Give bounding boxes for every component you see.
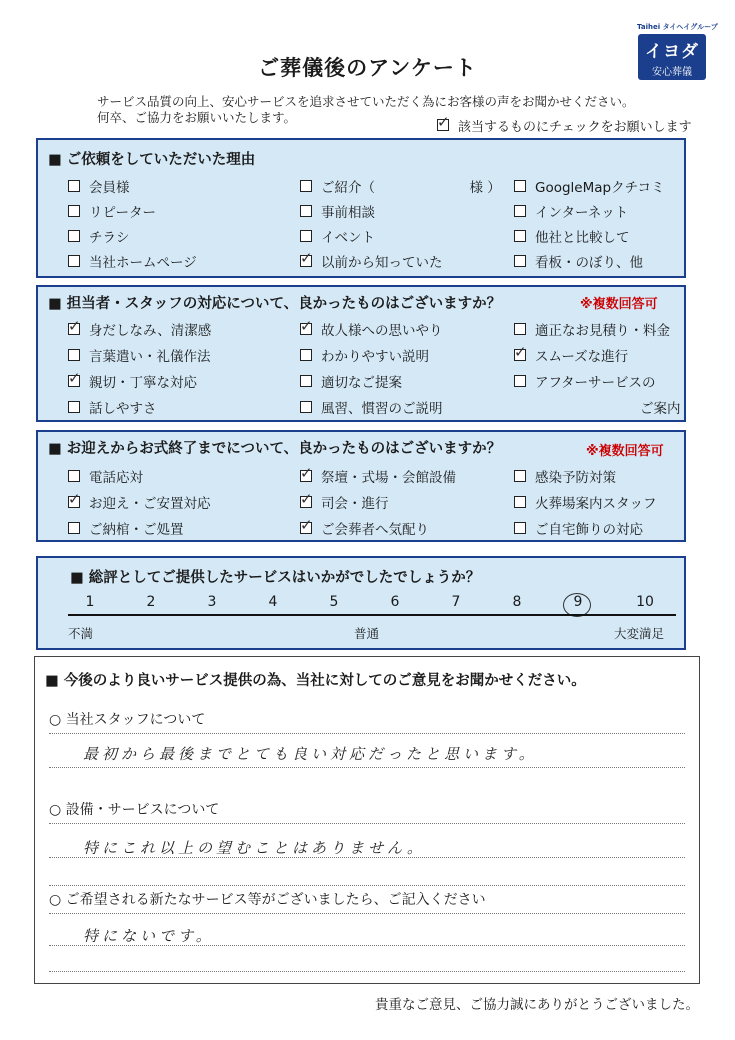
question-new-service: ○ ご希望される新たなサービス等がございましたら、ご記入ください [49,892,486,908]
checkbox-item[interactable] [300,319,443,339]
item-label: 身だしなみ、清潔感 [89,323,212,339]
dotted-line [49,733,685,734]
scale-number[interactable]: 2 [146,594,156,610]
checkbox[interactable] [68,230,80,242]
checkbox-item[interactable] [300,226,375,246]
intro-line-2: 何卒、ご協力をお願いいたします。 [97,110,297,125]
item-label: インターネット [535,205,629,221]
question-staff: ○ 当社スタッフについて [49,712,206,728]
rating-scale-line [68,614,676,616]
checkbox[interactable]: ✓ [300,490,313,508]
checkbox-item[interactable] [300,492,389,512]
checkbox[interactable]: ✓ [300,249,313,267]
checkbox[interactable] [514,323,526,335]
item-label: 言葉遣い・礼儀作法 [89,349,211,365]
checkbox[interactable] [68,470,80,482]
scale-number-selected[interactable]: 9 [573,594,583,610]
item-label: わかりやすい説明 [321,349,429,365]
checkbox-item[interactable] [68,466,143,486]
checkbox-item[interactable] [300,466,456,486]
closing-message: 貴重なご意見、ご協力誠にありがとうございました。 [375,997,699,1013]
dotted-line [49,823,685,824]
item-label: ご紹介（ 様 ） [321,180,501,196]
item-label: ご自宅飾りの対応 [535,522,643,538]
multi-answer-note: ※複数回答可 [580,297,658,312]
checkbox-item[interactable] [300,518,429,538]
checkbox-item[interactable] [514,251,643,271]
checkbox-item[interactable] [68,176,130,196]
checkbox[interactable] [68,349,80,361]
checkbox[interactable] [300,180,312,192]
checkbox-icon: ✓ [437,113,450,131]
checkbox-item[interactable] [300,201,375,221]
logo-group-text: Taihei タイヘイグループ [637,23,718,31]
scale-number[interactable]: 5 [329,594,339,610]
checkbox-item[interactable] [300,251,443,271]
item-label: 火葬場案内スタッフ [535,496,657,512]
item-label: 以前から知っていた [321,255,443,271]
scale-number[interactable]: 10 [636,594,654,610]
checkbox[interactable] [514,496,526,508]
checkbox-item[interactable] [514,319,670,339]
checkbox[interactable] [514,522,526,534]
section-title: ■ 担当者・スタッフの対応について、良かったものはございますか？ [48,296,502,312]
checkbox[interactable] [300,230,312,242]
checkbox-item[interactable] [68,371,197,391]
checkbox-item[interactable] [68,226,130,246]
scale-label-low: 不満 [68,626,94,641]
checkbox[interactable] [68,205,80,217]
checkbox[interactable]: ✓ [68,369,81,387]
section-title: ■ ご依頼をしていただいた理由 [48,152,256,168]
checkbox-item[interactable] [514,518,643,538]
checkbox-item[interactable] [514,345,628,365]
checkbox[interactable] [68,522,80,534]
scale-number[interactable]: 7 [451,594,461,610]
checkbox-item[interactable] [300,345,429,365]
multi-answer-note: ※複数回答可 [586,444,664,459]
item-label: 適切なご提案 [321,375,402,391]
item-label: 親切・丁寧な対応 [89,375,197,391]
item-label: 司会・進行 [321,496,389,512]
item-label: GoogleMapクチコミ [535,180,665,196]
check-note-text: 該当するものにチェックをお願いします [458,120,692,135]
answer-staff[interactable]: 最初から最後までとても良い対応だったと思います。 [83,745,538,763]
check-instruction [437,113,692,135]
section-ceremony [36,430,686,542]
item-label: 事前相談 [321,205,375,221]
dotted-line [49,885,685,886]
scale-label-high: 大変満足 [614,626,665,641]
checkbox[interactable] [514,255,526,267]
section-title: ■ 今後のより良いサービス提供の為、当社に対してのご意見をお聞かせください。 [45,673,586,689]
checkbox[interactable] [514,205,526,217]
item-label: 電話応対 [89,470,143,486]
item-label: ご会葬者へ気配り [321,522,429,538]
answer-new-service[interactable]: 特にないです。 [83,927,215,945]
section-overall-rating [36,556,686,650]
checkbox-item[interactable] [300,397,443,417]
dotted-line [49,913,685,914]
checkbox[interactable] [300,205,312,217]
checkbox-item[interactable] [300,176,501,196]
item-label: 風習、慣習のご説明 [321,401,443,417]
checkbox-item[interactable] [68,397,157,417]
answer-facility[interactable]: 特にこれ以上の望むことはありません。 [83,839,426,857]
checkbox-item[interactable] [68,345,211,365]
checkbox[interactable] [514,180,526,192]
scale-number[interactable]: 4 [268,594,278,610]
item-label: リピーター [89,205,156,221]
logo-sub: 安心葬儀 [652,67,692,78]
dotted-line [49,767,685,768]
checkbox-item[interactable] [514,201,628,221]
item-label: お迎え・ご安置対応 [89,496,211,512]
item-label: ご納棺・ご処置 [89,522,184,538]
checkbox-item[interactable] [514,176,665,196]
checkbox[interactable]: ✓ [300,317,313,335]
item-label: アフターサービスの [535,375,656,391]
checkbox-item[interactable] [514,466,616,486]
checkbox[interactable] [514,470,526,482]
checkbox-item[interactable] [68,492,211,512]
item-label: 会員様 [89,180,130,196]
checkbox[interactable] [300,375,312,387]
section-comments [34,656,700,984]
checkbox-item[interactable] [68,518,184,538]
checkbox-item[interactable] [514,226,630,246]
checkbox-item[interactable] [514,492,657,512]
question-facility: ○ 設備・サービスについて [49,802,220,818]
checkbox[interactable] [300,349,312,361]
scale-number[interactable]: 6 [390,594,400,610]
scale-number[interactable]: 1 [85,594,95,610]
checkbox-item[interactable] [68,319,211,339]
item-label: イベント [321,230,375,246]
dotted-line [49,945,685,946]
checkbox[interactable] [68,180,80,192]
item-label: 祭壇・式場・会館設備 [321,470,456,486]
section-title: ■ 総評としてご提供したサービスはいかがでしたでしょうか？ [70,570,481,586]
intro-line-1: サービス品質の向上、安心サービスを追求させていただく為にお客様の声をお聞かせください。 [97,94,635,109]
dotted-line [49,971,685,972]
section-title: ■ お迎えからお式終了までについて、良かったものはございますか？ [48,441,502,457]
item-label: 看板・のぼり、他 [535,255,643,271]
scale-number[interactable]: 3 [207,594,217,610]
checkbox-item[interactable] [514,371,656,391]
checkbox[interactable] [514,375,526,387]
section-staff-response [36,285,686,422]
checkbox[interactable] [300,401,312,413]
item-label: 話しやすさ [89,401,157,417]
item-label-continued: ご案内 [640,401,681,417]
item-label: チラシ [89,230,130,246]
checkbox[interactable] [514,230,526,242]
page-title: ご葬儀後のアンケート [258,56,477,80]
checkbox[interactable] [68,255,80,267]
checkbox-item[interactable] [68,251,197,271]
company-logo [638,34,706,80]
item-label: 適正なお見積り・料金 [535,323,670,339]
checkbox[interactable]: ✓ [68,490,81,508]
checkbox-item[interactable] [68,201,156,221]
checkbox[interactable]: ✓ [514,343,527,361]
item-label: 故人様への思いやり [321,323,443,339]
dotted-line [49,857,685,858]
checkbox[interactable]: ✓ [300,516,313,534]
item-label: 感染予防対策 [535,470,616,486]
logo-name: イヨダ [645,42,699,62]
scale-label-mid: 普通 [354,626,380,641]
checkbox-item[interactable] [300,371,402,391]
checkbox[interactable] [68,401,80,413]
checkbox[interactable]: ✓ [300,464,313,482]
section-request-reason [36,138,686,278]
scale-number[interactable]: 8 [512,594,522,610]
item-label: スムーズな進行 [535,349,629,365]
checkbox[interactable]: ✓ [68,317,81,335]
item-label: 他社と比較して [535,230,630,246]
item-label: 当社ホームページ [89,255,197,271]
